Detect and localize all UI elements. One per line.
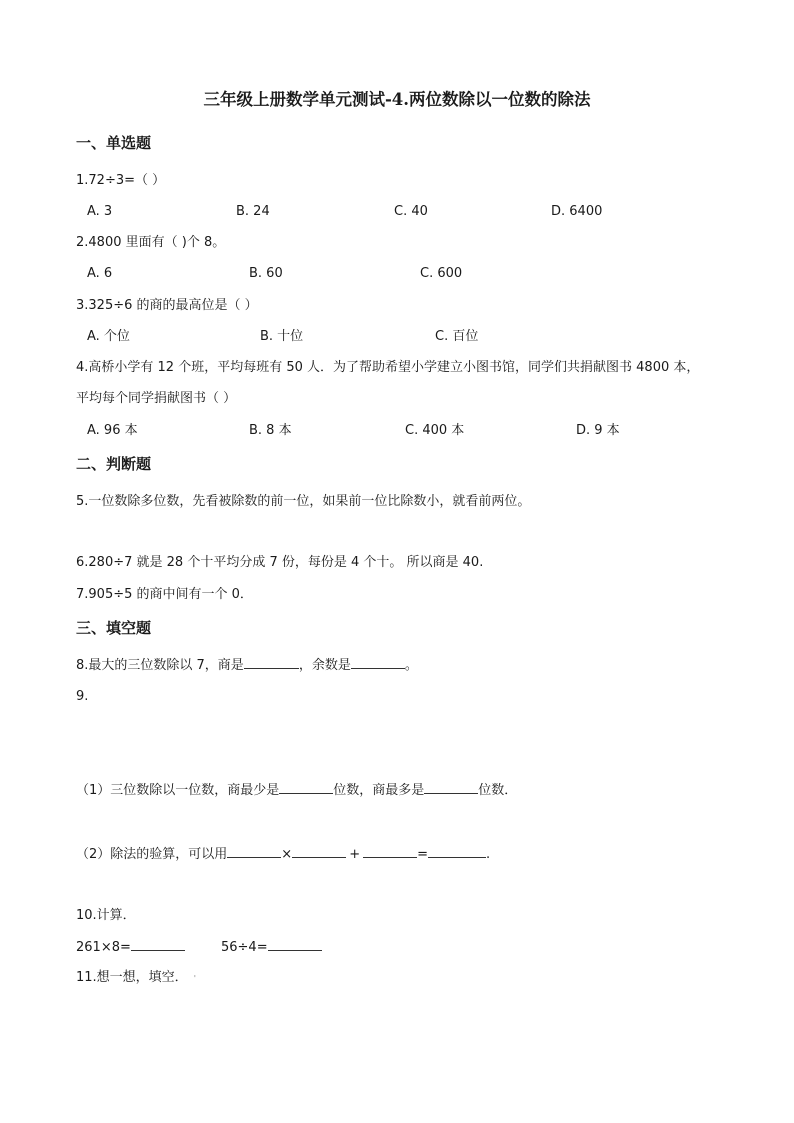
page-title: 三年级上册数学单元测试-4.两位数除以一位数的除法	[203, 90, 591, 109]
question-11-text: 11.想一想，填空．	[76, 970, 188, 985]
question-8-text-1: 8.最大的三位数除以 7，商是	[76, 658, 244, 673]
question-9-part-2-text: （2）除法的验算，可以用	[76, 847, 228, 862]
times-sign: ×	[281, 847, 293, 862]
answer-blank[interactable]	[363, 845, 417, 858]
question-3-option-c: C. 百位	[435, 329, 479, 344]
answer-blank[interactable]	[428, 845, 486, 858]
question-9-part-2-end: .	[486, 847, 491, 862]
question-4-option-d: D. 9 本	[576, 423, 620, 438]
question-7: 7.905÷5 的商中间有一个 0．	[76, 587, 253, 602]
answer-blank[interactable]	[244, 656, 299, 669]
stray-mark: '	[193, 974, 196, 983]
question-8-text-2: ，余数是	[298, 658, 351, 673]
question-3-option-b: B. 十位	[260, 329, 304, 344]
answer-blank[interactable]	[424, 781, 478, 794]
question-4-option-c: C. 400 本	[405, 423, 465, 438]
answer-blank[interactable]	[351, 656, 405, 669]
question-3-stem: 3.325÷6 的商的最高位是（ ）	[76, 298, 258, 313]
section-heading-single-choice: 一、单选题	[76, 134, 152, 152]
section-heading-fill-in: 三、填空题	[76, 619, 152, 637]
question-9-part-1	[76, 781, 517, 800]
question-10-stem: 10.计算．	[76, 908, 136, 923]
question-3-option-a: A. 个位	[87, 329, 130, 344]
question-9-part-2	[76, 845, 490, 864]
question-4-option-a: A. 96 本	[87, 423, 138, 438]
question-8-text-3: 。	[404, 658, 418, 673]
equals-sign: =	[417, 847, 428, 862]
question-6: 6.280÷7 就是 28 个十平均分成 7 份，每份是 4 个十。 所以商是 40.	[76, 555, 484, 570]
question-1-option-c: C. 40	[394, 204, 428, 219]
question-1-option-a: A. 3	[87, 204, 113, 219]
answer-blank[interactable]	[131, 938, 185, 951]
question-1-option-b: B. 24	[236, 204, 270, 219]
answer-blank[interactable]	[268, 938, 322, 951]
question-4-line-2: 平均每个同学捐献图书（ ）	[76, 391, 237, 406]
question-2-option-b: B. 60	[249, 266, 283, 281]
question-4-option-b: B. 8 本	[249, 423, 292, 438]
question-2-stem: 2.4800 里面有（ )个 8。	[76, 235, 226, 250]
answer-blank[interactable]	[279, 781, 333, 794]
answer-blank[interactable]	[227, 845, 281, 858]
question-8	[76, 656, 418, 675]
question-9-part-1-text-2: 位数，商最多是	[333, 783, 425, 798]
answer-blank[interactable]	[292, 845, 346, 858]
question-2-option-c: C. 600	[420, 266, 463, 281]
section-heading-true-false: 二、判断题	[76, 455, 152, 473]
question-9-part-1-text-1: （1）三位数除以一位数，商最少是	[76, 783, 280, 798]
question-9-part-1-text-3: 位数．	[478, 783, 518, 798]
question-11-stem	[76, 969, 196, 988]
question-4-line-1: 4.高桥小学有 12 个班，平均每班有 50 人．为了帮助希望小学建立小图书馆，同学们共捐献图书 4800 本，	[76, 360, 700, 375]
expression-2-text: 56÷4=	[221, 940, 268, 955]
question-2-option-a: A. 6	[87, 266, 113, 281]
expression-1-text: 261×8=	[76, 940, 131, 955]
question-5: 5.一位数除多位数，先看被除数的前一位，如果前一位比除数小，就看前两位。	[76, 494, 531, 509]
plus-sign: +	[349, 847, 361, 862]
question-9-number: 9.	[76, 689, 89, 704]
question-1-option-d: D. 6400	[551, 204, 603, 219]
question-10-expression-2	[221, 938, 322, 957]
question-10-expression-1	[76, 938, 185, 957]
question-1-stem: 1.72÷3=（ ）	[76, 173, 166, 188]
